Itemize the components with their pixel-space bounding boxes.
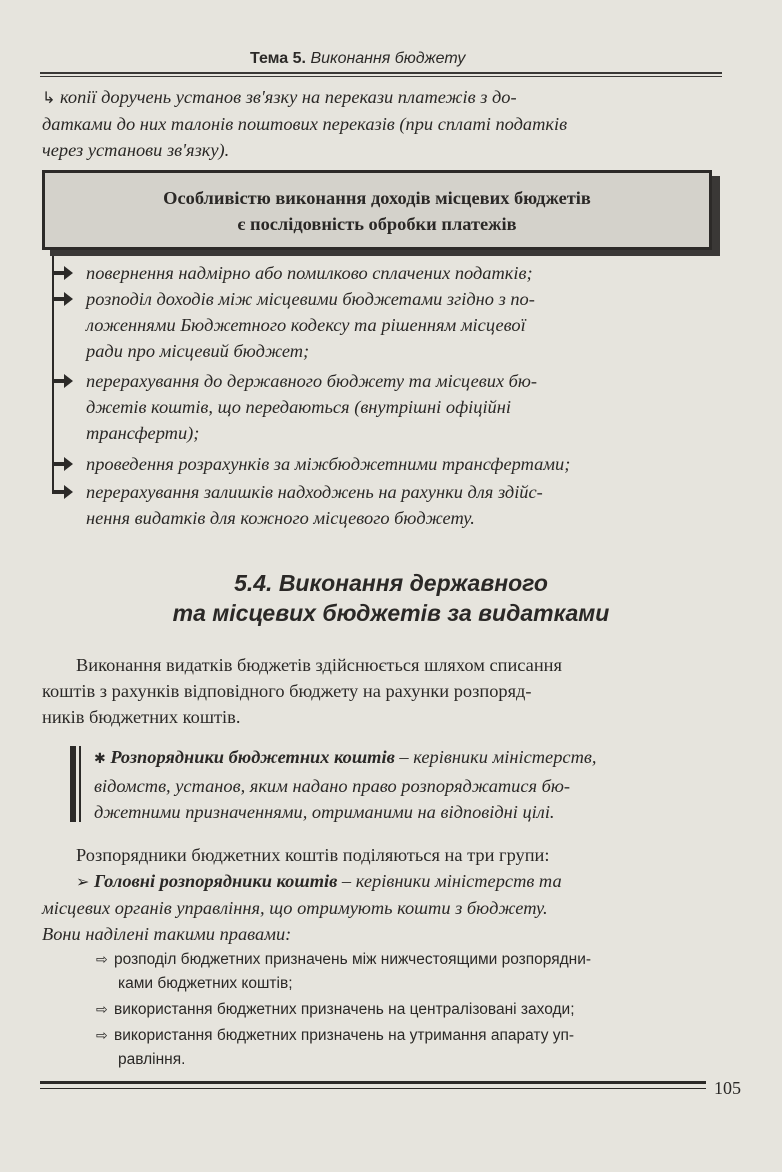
list-item: повернення надмірно або помилково сплачених податків; <box>52 260 720 286</box>
definition-line-2: відомств, установ, яким надано право розпоряджатися бю- <box>94 776 571 796</box>
arrow-right-icon <box>52 482 74 502</box>
main-managers-term: Головні розпорядники коштів <box>94 871 338 891</box>
highlight-box <box>42 170 712 250</box>
hook-arrow-icon: ↳ <box>42 88 56 107</box>
arrow-right-icon <box>52 289 74 309</box>
definition-line-3: джетними призначеннями, отриманими на відповідні цілі. <box>94 802 555 822</box>
list-item: ⇨ використання бюджетних призначень на централізовані заходи; <box>96 998 722 1022</box>
main-managers-line-2: місцевих органів управління, що отримують кошти з бюджету. <box>42 898 548 918</box>
body-line-3: ників бюджетних коштів. <box>42 707 241 727</box>
main-managers-paragraph <box>42 868 722 947</box>
outline-arrow-icon: ⇨ <box>96 1028 108 1044</box>
list-item: перерахування залишків надходжень на рахунки для здійс- нення видатків для кожного місцевого бюджету. <box>52 479 720 531</box>
definition-bar-thin <box>79 746 81 822</box>
main-managers-line-1: ➢ Головні розпорядники коштів – керівники міністерств та <box>76 871 562 891</box>
outline-arrow-icon: ⇨ <box>96 1002 108 1018</box>
groups-intro: Розпорядники бюджетних коштів поділяються на три групи: <box>76 845 550 865</box>
page-number: 105 <box>714 1078 741 1098</box>
body-line-1: Виконання видатків бюджетів здійснюється шляхом списання <box>76 655 562 675</box>
outline-arrow-icon: ⇨ <box>96 952 108 968</box>
box-line-1: Особливістю виконання доходів місцевих бюджетів <box>163 188 591 208</box>
arrow-right-icon <box>52 371 74 391</box>
definition-bar <box>70 746 76 822</box>
intro-line-3: через установи зв'язку). <box>42 140 230 160</box>
definition-term: Розпорядники бюджетних коштів <box>110 747 395 767</box>
arrow-right-icon <box>52 454 74 474</box>
box-line-2: є послідовність обробки платежів <box>237 214 517 234</box>
asterisk-icon: ✱ <box>94 752 106 767</box>
body-paragraph <box>42 652 722 730</box>
section-title-line-1: 5.4. Виконання державного <box>234 570 548 596</box>
list-item: ⇨ використання бюджетних призначень на утримання апарату уп- равління. <box>96 1024 722 1072</box>
definition-block <box>94 744 722 825</box>
intro-line-1: ↳ копії доручень установ зв'язку на перекази платежів з до- <box>42 87 517 107</box>
section-title-line-2: та місцевих бюджетів за видатками <box>172 600 610 626</box>
footer-rule-thin <box>40 1088 706 1089</box>
topic-label: Тема 5. <box>250 50 306 67</box>
list-item: проведення розрахунків за міжбюджетними трансфертами; <box>52 451 720 477</box>
list-item: розподіл доходів між місцевими бюджетами згідно з по- ложеннями Бюджетного кодексу та рішенням місцевої ради про місцевий бюджет; <box>52 286 720 364</box>
main-managers-line-3: Вони наділені такими правами: <box>42 924 292 944</box>
header-rule <box>40 72 722 74</box>
running-header <box>250 50 465 68</box>
topic-title: Виконання бюджету <box>310 50 466 67</box>
footer-rule <box>40 1081 706 1084</box>
arrow-right-icon <box>52 263 74 283</box>
body-line-2: коштів з рахунків відповідного бюджету на рахунки розпоряд- <box>42 681 532 701</box>
definition-line-1: ✱ Розпорядники бюджетних коштів – керівники міністерств, <box>94 747 597 767</box>
chevron-right-icon: ➢ <box>76 872 90 891</box>
header-rule-thin <box>40 76 722 77</box>
intro-line-2: датками до них талонів поштових переказів (при сплаті податків <box>42 114 568 134</box>
intro-paragraph <box>42 84 722 163</box>
section-title <box>0 568 782 628</box>
list-item: перерахування до державного бюджету та місцевих бю- джетів коштів, що передаються (внутрішні офіційні трансферти); <box>52 368 720 446</box>
list-item: ⇨ розподіл бюджетних призначень між нижчестоящими розпорядни- ками бюджетних коштів; <box>96 948 722 996</box>
